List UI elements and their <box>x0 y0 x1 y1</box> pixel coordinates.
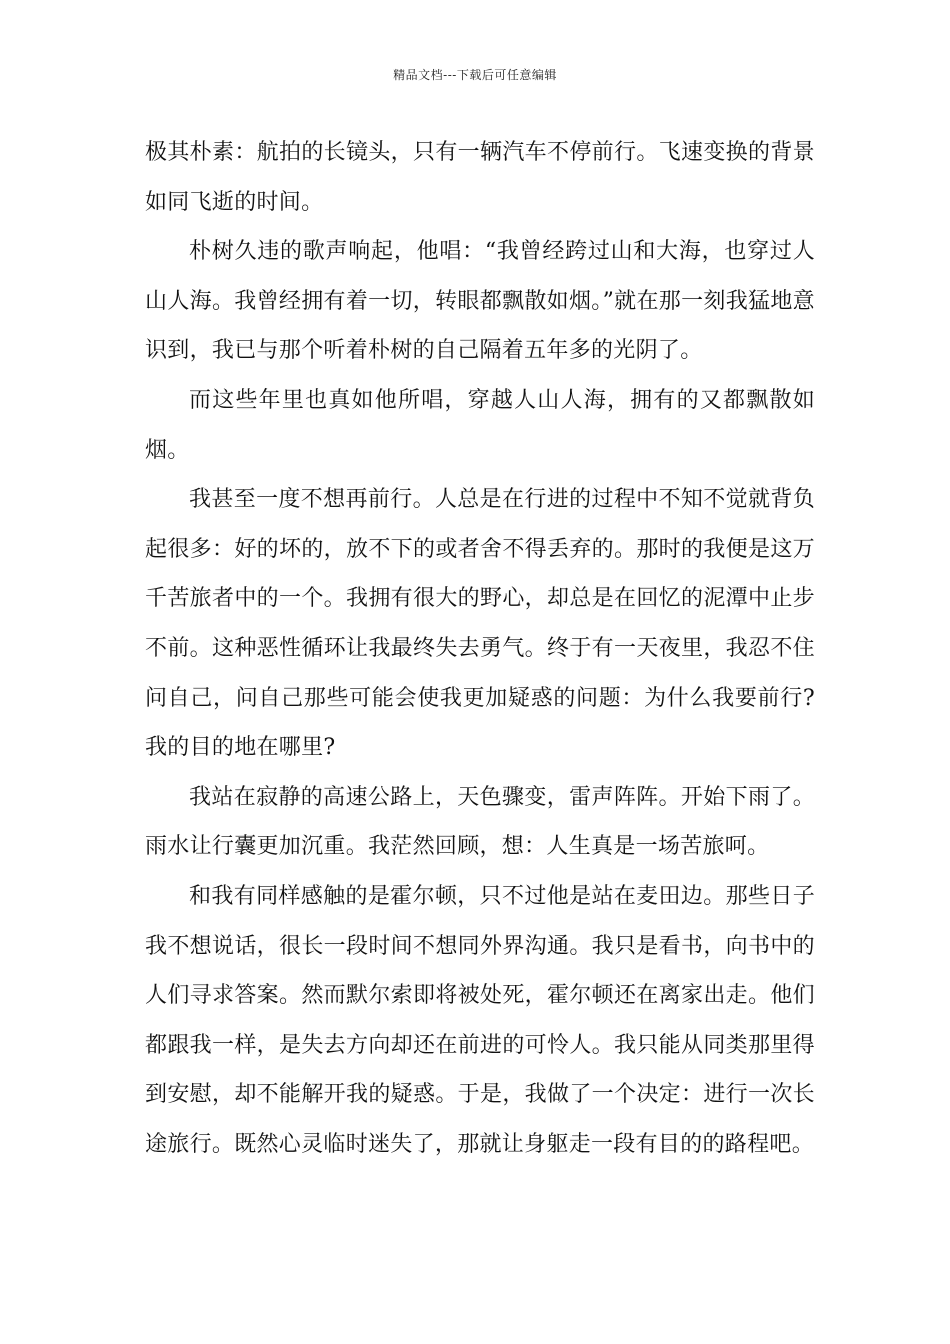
paragraph-3: 而这些年里也真如他所唱，穿越人山人海，拥有的又都飘散如烟。 <box>145 387 815 463</box>
paragraph-6: 和我有同样感触的是霍尔顿，只不过他是站在麦田边。那些日子我不想说话，很长一段时间不想同外界沟通。我只是看书，向书中的人们寻求答案。然而默尔索即将被处死，霍尔顿还在离家出走。他们都跟我一样，是失去方向却还在前进的可怜人。我只能从同类那里得到安慰，却不能解开我的疑惑。于是，我做了一个决定：进行一次长途旅行。既然心灵临时迷失了，那就让身躯走一段有目的的路程吧。 <box>145 883 815 1157</box>
paragraph-4: 我甚至一度不想再前行。人总是在行进的过程中不知不觉就背负起很多：好的坏的，放不下的或者舍不得丢弃的。那时的我便是这万千苦旅者中的一个。我拥有很大的野心，却总是在回忆的泥潭中止步不前。这种恶性循环让我最终失去勇气。终于有一天夜里，我忍不住问自己，问自己那些可能会使我更加疑惑的问题：为什么我要前行?我的目的地在哪里? <box>145 487 815 761</box>
document-body <box>145 128 815 1169</box>
page-header: 精品文档---下载后可任意编辑 <box>393 68 557 82</box>
paragraph-5: 我站在寂静的高速公路上，天色骤变，雷声阵阵。开始下雨了。雨水让行囊更加沉重。我茫然回顾，想：人生真是一场苦旅呵。 <box>145 784 815 860</box>
paragraph-2: 朴树久违的歌声响起，他唱：“我曾经跨过山和大海，也穿过人山人海。我曾经拥有着一切，转眼都飘散如烟。”就在那一刻我猛地意识到，我已与那个听着朴树的自己隔着五年多的光阴了。 <box>145 239 815 364</box>
paragraph-1: 极其朴素：航拍的长镜头，只有一辆汽车不停前行。飞速变换的背景如同飞逝的时间。 <box>145 140 815 215</box>
